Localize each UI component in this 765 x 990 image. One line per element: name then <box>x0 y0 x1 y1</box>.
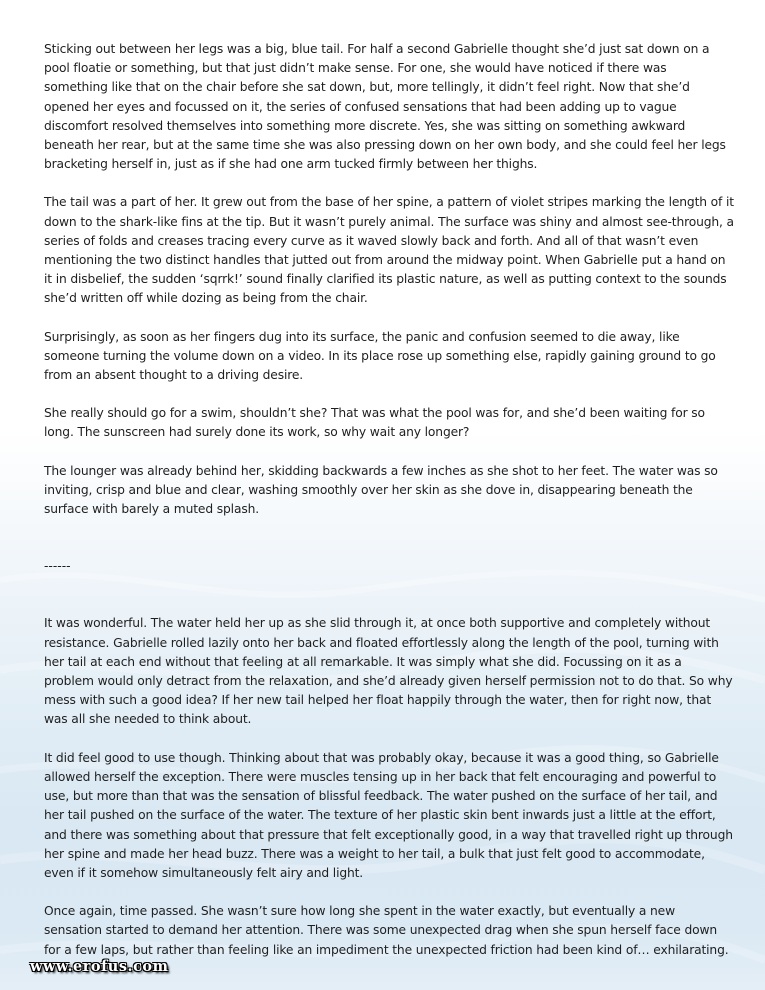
paragraph-1: Sticking out between her legs was a big, blue tail. For half a second Gabrielle thought she’d just sat down on a pool floatie or something, but that just didn’t make sense. For one, she would have noticed if there was something like that on the chair before she sat down, but, more tellingly, it didn’t feel right. Now that she’d opened her eyes and focussed on it, the series of confused sensations that had been adding up to vague discomfort resolved themselves into something more discrete. Yes, she was sitting on something awkward beneath her rear, but at the same time she was also pressing down on her own body, and she could feel her legs bracketing herself in, just as if she had one arm tucked firmly between her thighs. <box>44 42 726 172</box>
paragraph-3: Surprisingly, as soon as her fingers dug into its surface, the panic and confusion seemed to die away, like someone turning the volume down on a video. In its place rose up something else, rapidly gaining ground to go from an absent thought to a driving desire. <box>44 329 716 383</box>
paragraph-8: Once again, time passed. She wasn’t sure how long she spent in the water exactly, but eventually a new sensation started to demand her attention. There was some unexpected drag when she spun herself face down for a few laps, but rather than feeling like an impediment the unexpected friction had been kind of… exhilarating. <box>44 904 729 957</box>
paragraph-6: It was wonderful. The water held her up as she slid through it, at once both supportive and completely without resistance. Gabrielle rolled lazily onto her back and floated effortlessly along the length of the pool, turning with her tail at each end without that feeling at all remarkable. It was simply what she did. Focussing on it as a problem would only detract from the relaxation, and she’d already given herself permission not to do that. So why mess with such a good idea? If her new tail helped her float happily through the water, then for right now, that was all she needed to think about. <box>44 616 733 727</box>
document-body <box>44 40 734 960</box>
paragraph-7: It did feel good to use though. Thinking about that was probably okay, because it was a good thing, so Gabrielle allowed herself the exception. There were muscles tensing up in her back that felt encouraging and powerful to use, but more than that was the sensation of blissful feedback. The water pushed on the surface of her tail, and her tail pushed on the surface of the water. The texture of her plastic skin bent inwards just a little at the effort, and there was something about that pressure that felt exceptionally good, in a way that travelled right up through her spine and made her head buzz. There was a weight to her tail, a bulk that just felt good to accommodate, even if it somehow simultaneously felt airy and light. <box>44 750 733 880</box>
paragraph-4: She really should go for a swim, shouldn’t she? That was what the pool was for, and she’d been waiting for so long. The sunscreen had surely done its work, so why wait any longer? <box>44 406 705 440</box>
paragraph-5: The lounger was already behind her, skidding backwards a few inches as she shot to her feet. The water was so inviting, crisp and blue and clear, washing smoothly over her skin as she dove in, disappearing beneath the surface with barely a muted splash. <box>44 463 718 517</box>
section-separator: ------ <box>44 559 71 574</box>
site-watermark: www.erofus.com <box>30 958 169 975</box>
paragraph-2: The tail was a part of her. It grew out from the base of her spine, a pattern of violet stripes marking the length of it down to the shark-like fins at the tip. But it wasn’t purely animal. The surface was shiny and almost see-through, a series of folds and creases tracing every curve as it waved slowly back and forth. And all of that wasn’t even mentioning the two distinct handles that jutted out from around the midway point. When Gabrielle put a hand on it in disbelief, the sudden ‘sqrrk!’ sound finally clarified its plastic nature, as well as putting context to the sounds she’d written off while dozing as being from the chair. <box>44 195 734 306</box>
